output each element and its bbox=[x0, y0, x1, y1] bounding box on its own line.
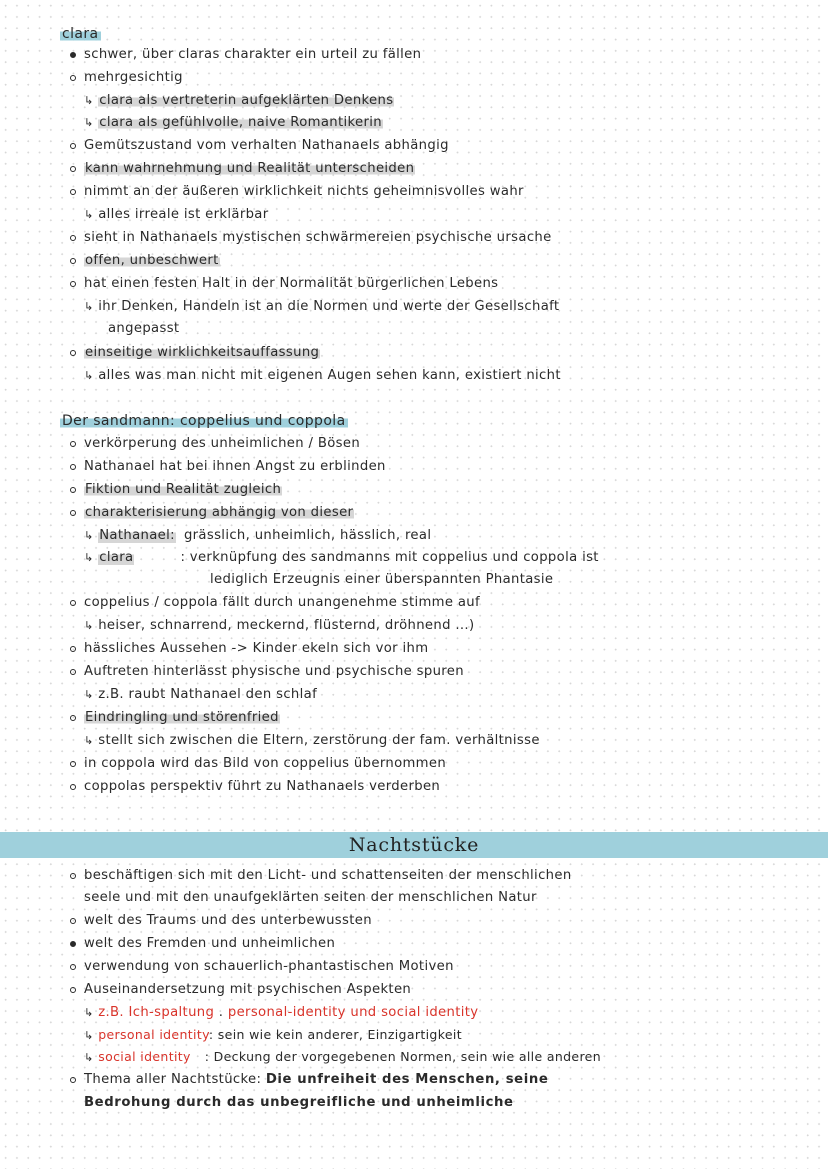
list-item-text: beschäftigen sich mit den Licht- und schattenseiten der menschlichen bbox=[84, 868, 572, 883]
arrow-icon: ↳ bbox=[84, 529, 93, 542]
list-item bbox=[84, 275, 498, 293]
list-item-text: Eindringling und störenfried bbox=[85, 710, 279, 725]
clara-heading-text: clara bbox=[62, 26, 99, 42]
arrow-icon: ↳ bbox=[84, 94, 93, 107]
list-item-text: : verknüpfung des sandmanns mit coppelius und coppola ist bbox=[180, 550, 599, 565]
list-item bbox=[84, 732, 540, 750]
list-item-text: schwer, über claras charakter ein urteil zu fällen bbox=[84, 47, 422, 62]
arrow-icon: ↳ bbox=[84, 1029, 93, 1042]
list-item-text: clara als vertreterin aufgeklärten Denkens bbox=[99, 93, 394, 108]
list-item-text: nimmt an der äußeren wirklichkeit nichts geheimnisvolles wahr bbox=[84, 184, 524, 199]
list-item bbox=[84, 92, 394, 110]
list-item-label: clara bbox=[99, 550, 134, 565]
arrow-icon: ↳ bbox=[84, 619, 93, 632]
list-item bbox=[84, 1048, 601, 1067]
arrow-icon: ↳ bbox=[84, 1051, 93, 1064]
list-item-text: offen, unbeschwert bbox=[85, 253, 219, 268]
list-item bbox=[84, 549, 599, 567]
list-item bbox=[84, 504, 354, 522]
list-item bbox=[84, 981, 411, 999]
list-item-text: coppelius / coppola fällt durch unangenehme stimme auf bbox=[84, 595, 481, 610]
list-item-label: Thema aller Nachtstücke: bbox=[84, 1072, 262, 1087]
list-item bbox=[84, 640, 428, 658]
arrow-icon: ↳ bbox=[84, 688, 93, 701]
list-item-text: clara als gefühlvolle, naive Romantikerin bbox=[99, 115, 382, 130]
list-item-text: Auftreten hinterlässt physische und psychische spuren bbox=[84, 664, 464, 679]
list-item bbox=[84, 1026, 462, 1045]
list-item-text: ihr Denken, Handeln ist an die Normen und werte der Gesellschaft bbox=[98, 299, 560, 314]
list-item-text: in coppola wird das Bild von coppelius übernommen bbox=[84, 756, 447, 771]
list-item-text: : sein wie kein anderer, Einzigartigkeit bbox=[208, 1027, 462, 1042]
list-item-text: Gemütszustand vom verhalten Nathanaels abhängig bbox=[84, 138, 449, 153]
arrow-icon: ↳ bbox=[84, 551, 93, 564]
list-item bbox=[84, 958, 454, 976]
list-item-continuation bbox=[108, 320, 179, 338]
list-item-text: grässlich, unheimlich, hässlich, real bbox=[183, 528, 432, 543]
list-item-label: Nathanael: bbox=[99, 528, 175, 543]
sandmann-heading bbox=[60, 412, 348, 430]
list-item bbox=[84, 458, 386, 476]
list-item bbox=[84, 69, 183, 87]
list-item-label: personal identity bbox=[98, 1027, 209, 1042]
list-item bbox=[84, 686, 317, 704]
list-item-text: hässliches Aussehen -> Kinder ekeln sich vor ihm bbox=[84, 641, 429, 656]
list-item-text: : Deckung der vorgegebenen Normen, sein wie alle anderen bbox=[204, 1049, 601, 1064]
list-item-text: coppolas perspektiv führt zu Nathanaels verderben bbox=[84, 779, 441, 794]
list-item-text: z.B. raubt Nathanael den schlaf bbox=[98, 687, 318, 702]
arrow-icon: ↳ bbox=[84, 734, 93, 747]
list-item-text: alles irreale ist erklärbar bbox=[98, 207, 269, 222]
sandmann-heading-text: Der sandmann: coppelius und coppola bbox=[62, 413, 346, 429]
list-item-text: Bedrohung durch das unbegreifliche und unheimliche bbox=[84, 1095, 514, 1110]
list-item bbox=[84, 709, 280, 727]
list-item bbox=[84, 344, 320, 362]
list-item-text: verkörperung des unheimlichen / Bösen bbox=[84, 436, 361, 451]
list-item-text: welt des Traums und des unterbewussten bbox=[84, 913, 372, 928]
list-item bbox=[84, 252, 220, 270]
list-item-text: charakterisierung abhängig von dieser bbox=[85, 505, 354, 520]
list-item bbox=[84, 137, 449, 155]
list-item bbox=[84, 183, 524, 201]
list-item bbox=[84, 594, 480, 612]
list-item-continuation bbox=[84, 889, 537, 907]
list-item-text: Nathanael hat bei ihnen Angst zu erblinden bbox=[84, 459, 386, 474]
list-item-text: Fiktion und Realität zugleich bbox=[85, 482, 282, 497]
list-item-text: heiser, schnarrend, meckernd, flüsternd, dröhnend ...) bbox=[98, 618, 475, 633]
list-item bbox=[84, 617, 474, 635]
list-item-continuation bbox=[210, 571, 553, 589]
list-item-text: z.B. Ich-spaltung bbox=[98, 1005, 215, 1020]
list-item-text: kann wahrnehmung und Realität unterscheiden bbox=[85, 161, 415, 176]
list-item-text: und bbox=[350, 1005, 377, 1020]
list-item bbox=[84, 114, 383, 132]
list-item-text: angepasst bbox=[108, 321, 180, 336]
list-item-label: social identity bbox=[98, 1049, 191, 1064]
list-item-text: welt des Fremden und unheimlichen bbox=[84, 936, 336, 951]
list-item-text: seele und mit den unaufgeklärten seiten der menschlichen Natur bbox=[84, 890, 537, 905]
list-item-text: verwendung von schauerlich-phantastischen Motiven bbox=[84, 959, 454, 974]
list-item-text: Auseinandersetzung mit psychischen Aspekten bbox=[84, 982, 412, 997]
list-item bbox=[84, 867, 572, 885]
arrow-icon: ↳ bbox=[84, 300, 93, 313]
list-item: ↳ z.B. Ich-spaltung . personal-identity und social identity bbox=[84, 1005, 479, 1020]
list-item bbox=[84, 481, 282, 499]
list-item bbox=[84, 435, 360, 453]
nachtstuecke-title: Nachtstücke bbox=[348, 834, 480, 856]
list-item bbox=[84, 46, 421, 64]
list-item-text: stellt sich zwischen die Eltern, zerstörung der fam. verhältnisse bbox=[98, 733, 540, 748]
list-item-text: social identity bbox=[381, 1005, 479, 1020]
list-item bbox=[84, 206, 269, 224]
list-item-text: lediglich Erzeugnis einer überspannten Phantasie bbox=[210, 572, 554, 587]
list-item-text: alles was man nicht mit eigenen Augen sehen kann, existiert nicht bbox=[98, 368, 561, 383]
list-item bbox=[84, 755, 446, 773]
list-item-text: mehrgesichtig bbox=[84, 70, 183, 85]
list-item bbox=[84, 229, 552, 247]
list-item-text: personal-identity bbox=[227, 1005, 346, 1020]
list-item bbox=[84, 1071, 548, 1089]
list-item bbox=[84, 912, 372, 930]
list-item bbox=[84, 527, 431, 545]
list-item-text: sieht in Nathanaels mystischen schwärmereien psychische ursache bbox=[84, 230, 552, 245]
list-item bbox=[84, 935, 335, 953]
list-item bbox=[84, 663, 464, 681]
list-item-text: Die unfreiheit des Menschen, seine bbox=[265, 1072, 549, 1087]
list-item bbox=[84, 367, 561, 385]
list-item bbox=[84, 160, 415, 178]
arrow-icon: ↳ bbox=[84, 208, 93, 221]
list-item bbox=[84, 298, 559, 316]
list-item-continuation bbox=[84, 1094, 514, 1112]
clara-heading bbox=[60, 25, 101, 43]
arrow-icon: ↳ bbox=[84, 369, 93, 382]
arrow-icon: ↳ bbox=[84, 116, 93, 129]
arrow-icon: ↳ bbox=[84, 1006, 93, 1019]
list-item-text: hat einen festen Halt in der Normalität bürgerlichen Lebens bbox=[84, 276, 499, 291]
list-item bbox=[84, 778, 440, 796]
list-item-text: einseitige wirklichkeitsauffassung bbox=[85, 345, 320, 360]
